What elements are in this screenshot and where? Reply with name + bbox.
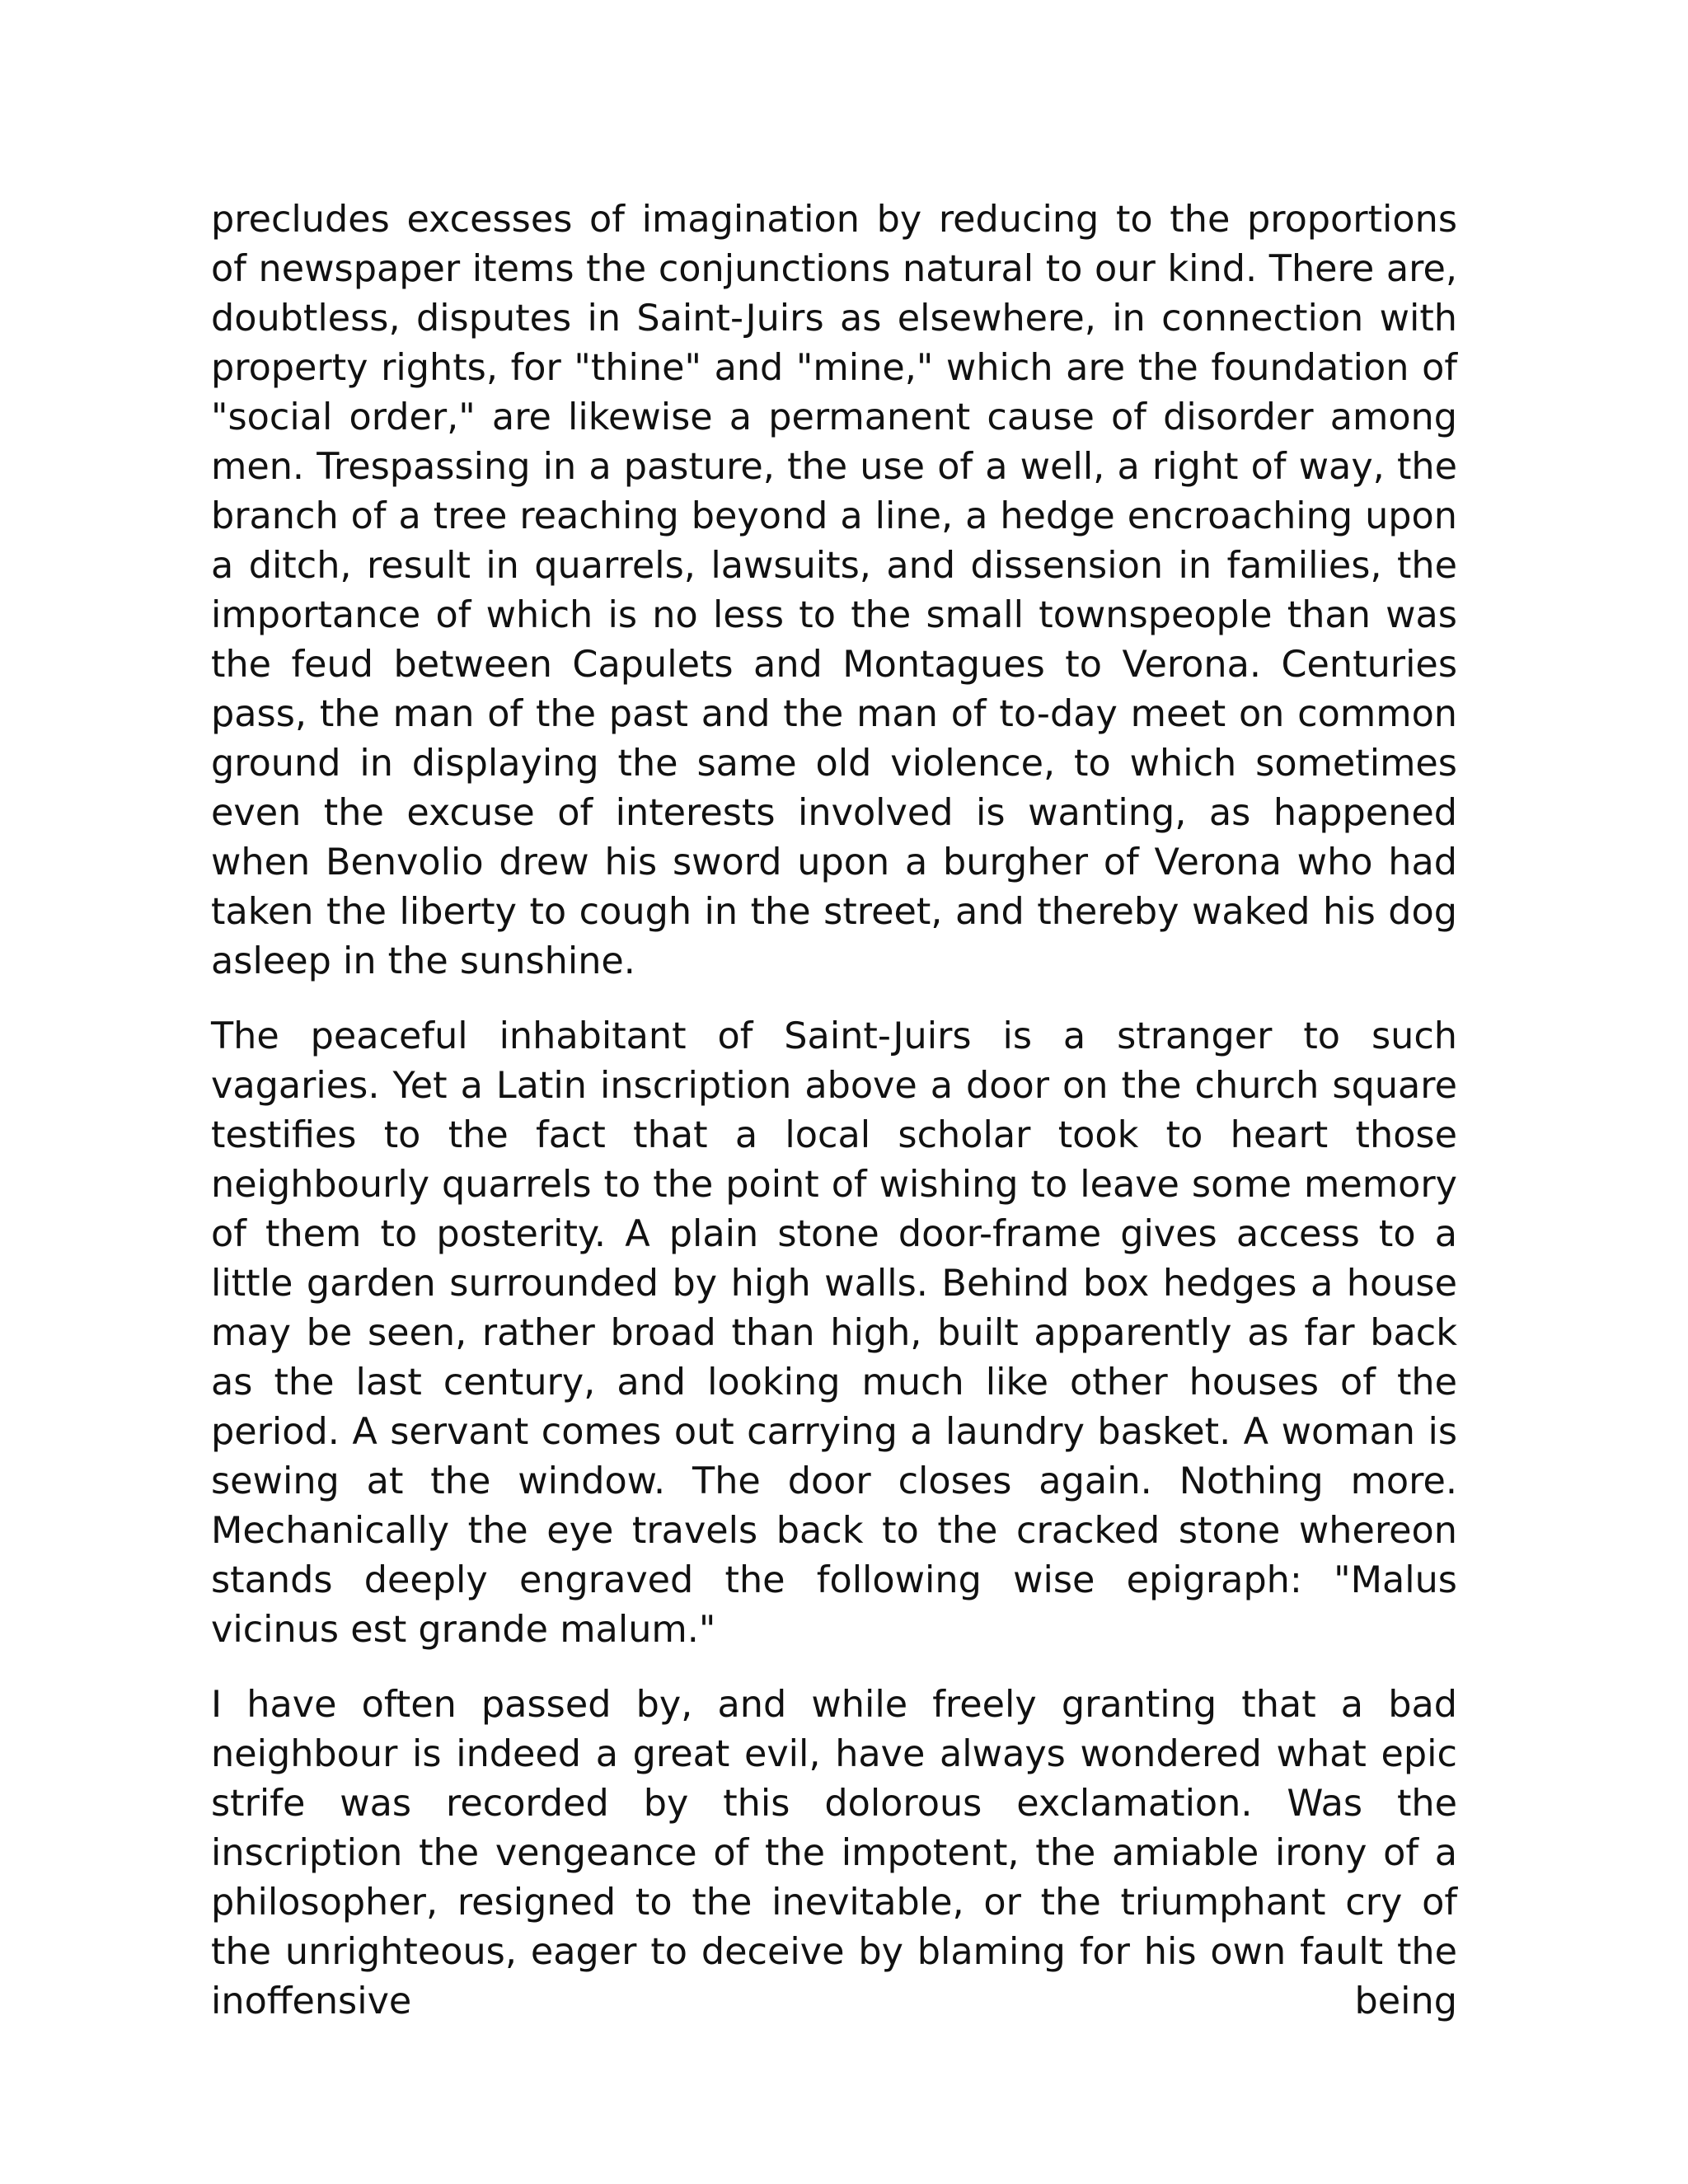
document-page [211, 195, 1457, 2027]
paragraph-2: The peaceful inhabitant of Saint-Juirs is a stranger to such vagaries. Yet a Latin inscription above a door on the church square testifies to the fact that a local scholar took to heart those neighbourly quarrels to the point of wishing to leave some memory of them to posterity. A plain stone door-frame gives access to a little garden surrounded by high walls. Behind box hedges a house may be seen, rather broad than high, built apparently as far back as the last century, and looking much like other houses of the period. A servant comes out carrying a laundry basket. A woman is sewing at the window. The door closes again. Nothing more. Mechanically the eye travels back to the cracked stone whereon stands deeply engraved the following wise epigraph: "Malus vicinus est grande malum." [211, 1015, 1457, 1651]
paragraph-3: I have often passed by, and while freely granting that a bad neighbour is indeed a great evil, have always wondered what epic strife was recorded by this dolorous exclamation. Was the inscription the vengeance of the impotent, the amiable irony of a philosopher, resigned to the inevitable, or the triumphant cry of the unrighteous, eager to deceive by blaming for his own fault the inoffensive being [211, 1684, 1457, 2022]
paragraph-1: precludes excesses of imagination by reducing to the proportions of newspaper items the conjunctions natural to our kind. There are, doubtless, disputes in Saint-Juirs as elsewhere, in connection with property rights, for "thine" and "mine," which are the foundation of "social order," are likewise a permanent cause of disorder among men. Trespassing in a pasture, the use of a well, a right of way, the branch of a tree reaching beyond a line, a hedge encroaching upon a ditch, result in quarrels, lawsuits, and dissension in families, the importance of which is no less to the small townspeople than was the feud between Capulets and Montagues to Verona. Centuries pass, the man of the past and the man of to-day meet on common ground in displaying the same old violence, to which sometimes even the excuse of interests involved is wanting, as happened when Benvolio drew his sword upon a burgher of Verona who had taken the liberty to cough in the street, and thereby waked his dog asleep in the sunshine. [211, 199, 1457, 982]
